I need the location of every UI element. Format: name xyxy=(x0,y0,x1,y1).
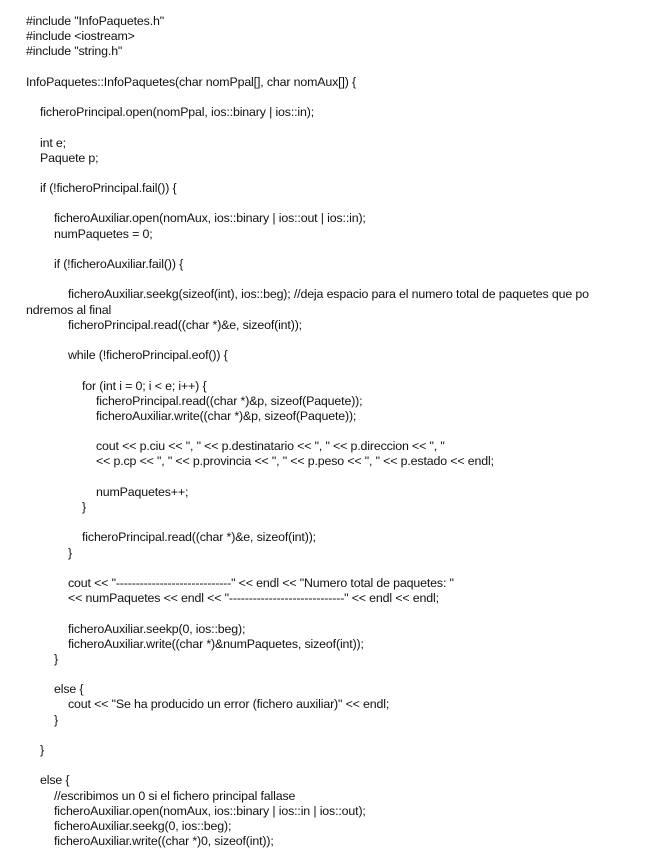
blank-line xyxy=(26,728,646,743)
blank-line xyxy=(26,196,646,211)
code-line: } xyxy=(40,743,44,757)
code-line: while (!ficheroPrincipal.eof()) { xyxy=(68,348,228,363)
code-line: #include "string.h" xyxy=(26,44,123,59)
code-line: for (int i = 0; i < e; i++) { xyxy=(82,378,207,393)
blank-line xyxy=(26,667,646,682)
blank-line xyxy=(26,333,646,348)
code-line: if (!ficheroAuxiliar.fail()) { xyxy=(54,257,184,271)
blank-line xyxy=(26,758,646,773)
code-line: cout << "Se ha producido un error (fichero auxiliar)" << endl; xyxy=(68,697,390,712)
code-line: ficheroAuxiliar.seekg(sizeof(int), ios::beg); //deja espacio para el numero total de paquetes que po xyxy=(68,287,589,302)
blank-line xyxy=(26,515,646,530)
blank-line xyxy=(26,363,646,378)
blank-line xyxy=(26,60,646,75)
code-line: #include <iostream> xyxy=(26,29,135,44)
blank-line xyxy=(26,90,646,105)
blank-line xyxy=(26,470,646,485)
code-line: ficheroAuxiliar.write((char *)&numPaquetes, sizeof(int)); xyxy=(68,636,364,651)
blank-line xyxy=(26,120,646,135)
blank-line xyxy=(26,561,646,576)
blank-line xyxy=(26,272,646,287)
code-line: ficheroPrincipal.open(nomPpal, ios::binary | ios::in); xyxy=(40,105,315,120)
code-line: ficheroAuxiliar.write((char *)&p, sizeof(Paquete)); xyxy=(96,408,357,423)
code-line: ndremos al final xyxy=(26,302,112,317)
code-line: } xyxy=(54,651,58,666)
code-line: cout << p.ciu << ", " << p.destinatario << ", " << p.direccion << ", " xyxy=(96,439,445,454)
code-line: ficheroAuxiliar.open(nomAux, ios::binary | ios::in | ios::out); xyxy=(54,803,366,818)
blank-line xyxy=(26,424,646,439)
code-line: << numPaquetes << endl << "-----------------------------" << endl << endl; xyxy=(68,591,439,606)
code-document xyxy=(26,14,646,849)
code-line: << p.cp << ", " << p.provincia << ", " << p.peso << ", " << p.estado << endl; xyxy=(96,454,494,469)
code-line: numPaquetes++; xyxy=(96,484,189,499)
code-line: ficheroAuxiliar.seekg(0, ios::beg); xyxy=(54,818,232,833)
code-line: if (!ficheroPrincipal.fail()) { xyxy=(40,181,177,196)
blank-line xyxy=(26,606,646,621)
code-line: InfoPaquetes::InfoPaquetes(char nomPpal[], char nomAux[]) { xyxy=(26,74,357,89)
code-line: else { xyxy=(40,773,70,788)
code-line: ficheroPrincipal.read((char *)&e, sizeof(int)); xyxy=(82,530,316,545)
code-line: #include "InfoPaquetes.h" xyxy=(26,14,165,28)
code-line: ficheroAuxiliar.write((char *)0, sizeof(int)); xyxy=(54,834,274,849)
blank-line xyxy=(26,166,646,181)
code-line: else { xyxy=(54,682,84,697)
code-line: ficheroAuxiliar.open(nomAux, ios::binary | ios::out | ios::in); xyxy=(54,211,366,226)
code-line: int e; xyxy=(40,135,66,150)
code-line: numPaquetes = 0; xyxy=(54,226,153,241)
code-line: //escribimos un 0 si el fichero principal fallase xyxy=(54,788,296,803)
code-line: } xyxy=(82,500,86,514)
code-line: ficheroPrincipal.read((char *)&p, sizeof(Paquete)); xyxy=(96,393,363,408)
code-line: } xyxy=(54,712,58,727)
code-line: } xyxy=(68,545,72,560)
code-line: ficheroAuxiliar.seekp(0, ios::beg); xyxy=(68,621,246,636)
code-line: cout << "-----------------------------" << endl << "Numero total de paquetes: " xyxy=(68,575,454,590)
code-line: ficheroPrincipal.read((char *)&e, sizeof(int)); xyxy=(68,317,302,332)
code-line: Paquete p; xyxy=(40,150,99,165)
blank-line xyxy=(26,242,646,257)
